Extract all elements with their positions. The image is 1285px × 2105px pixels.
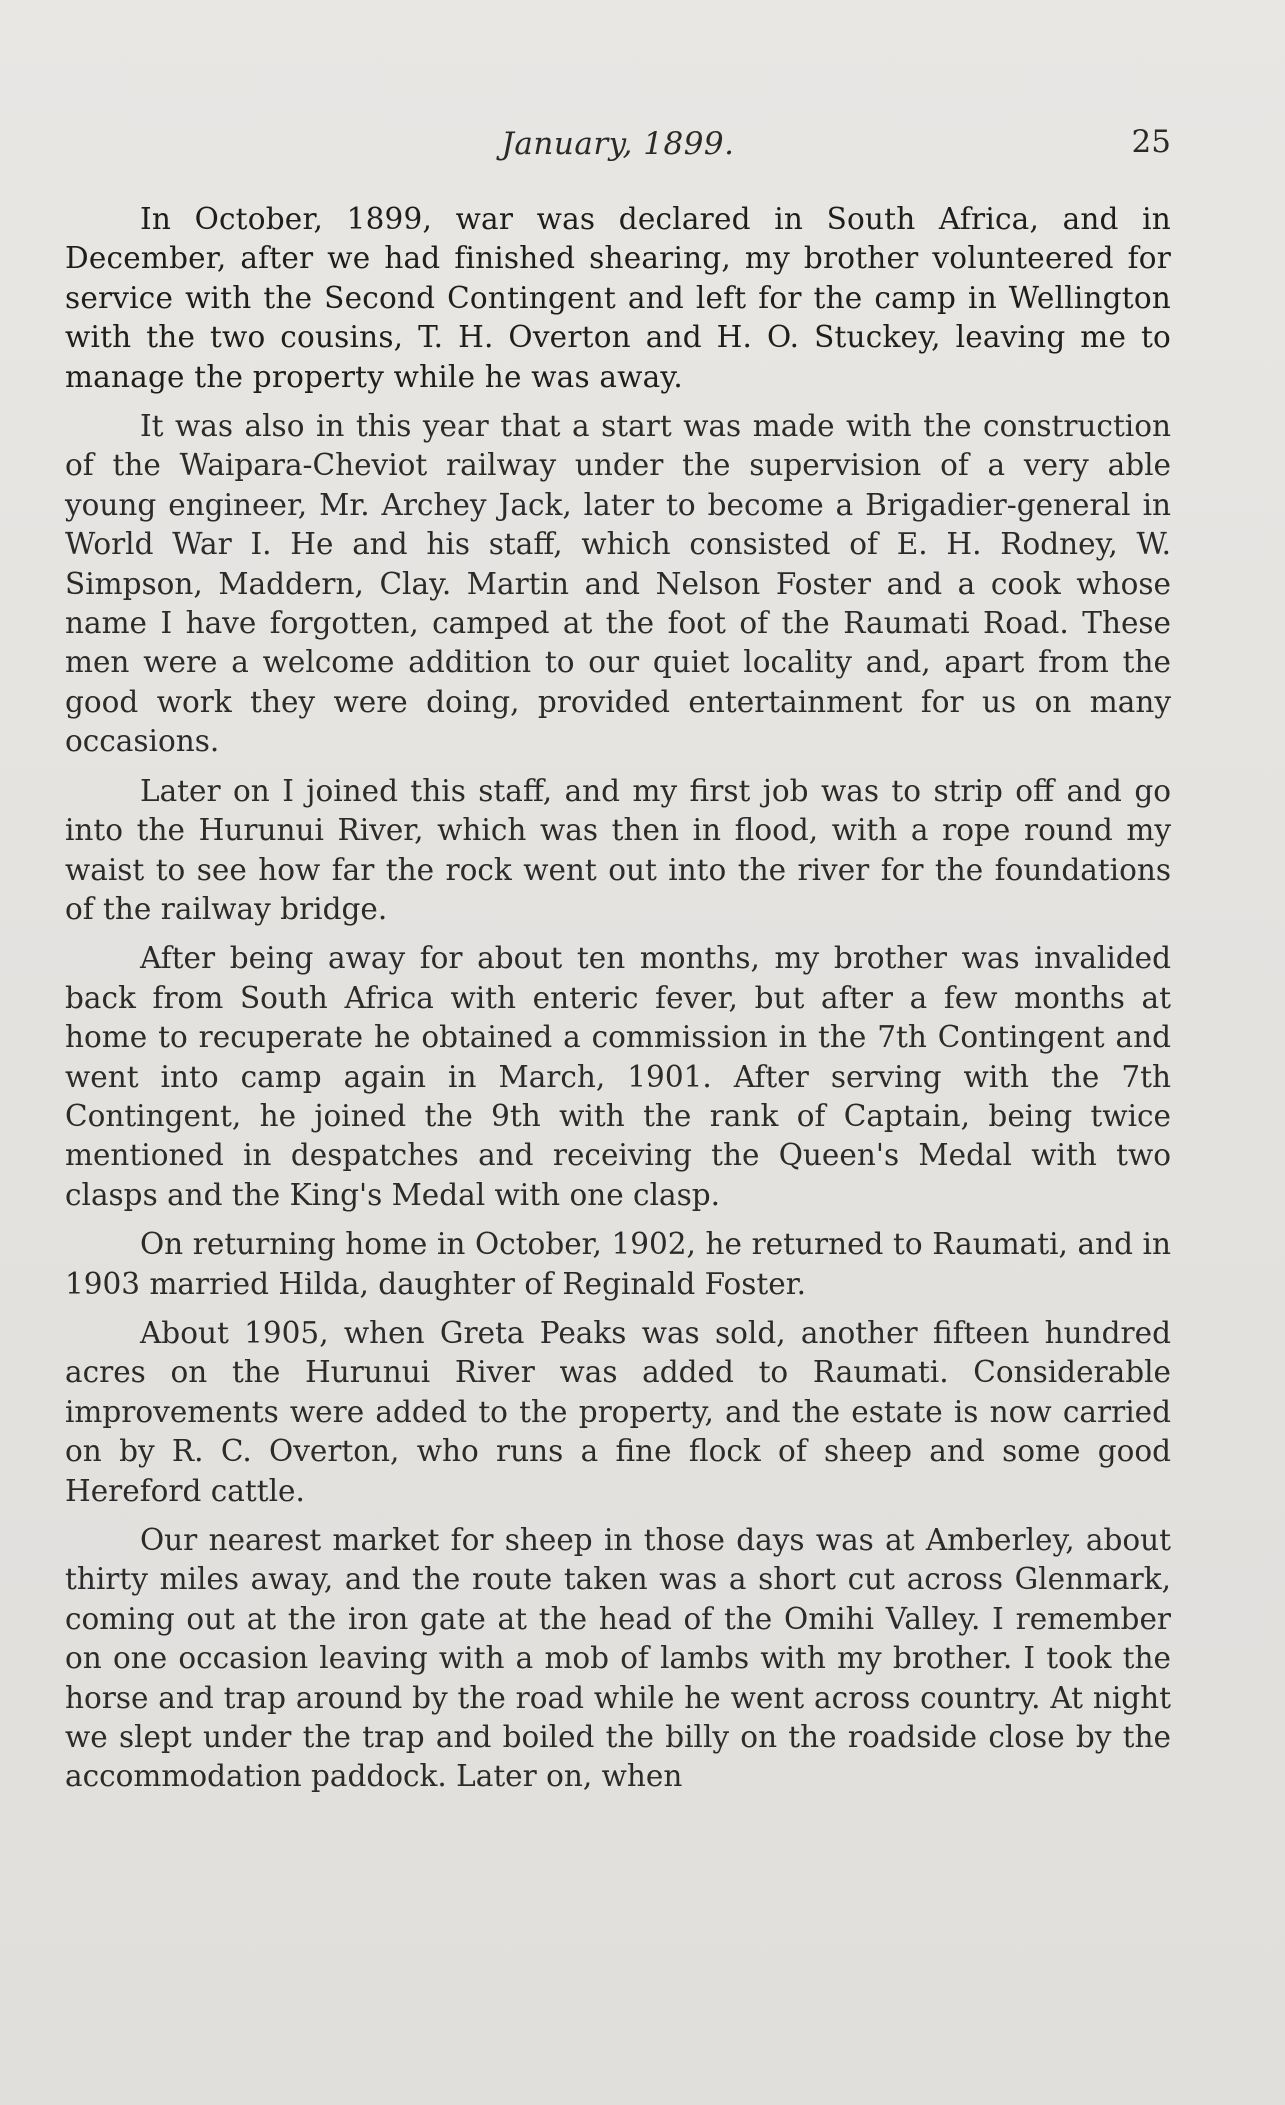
- page-body: [65, 200, 1171, 1807]
- paragraph: On returning home in October, 1902, he returned to Raumati, and in 1903 married Hilda, daughter of Reginald Foster.: [65, 1227, 1171, 1301]
- paragraph: In October, 1899, war was declared in South Africa, and in December, after we had finished shearing, my brother volunteered for service with the Second Contingent and left for the camp in Wellington with the two cousins, T. H. Overton and H. O. Stuckey, leaving me to manage the property while he was away.: [65, 202, 1171, 394]
- page-number: 25: [1131, 124, 1171, 160]
- page-header: [65, 126, 1171, 170]
- paragraph: Our nearest market for sheep in those days was at Amberley, about thirty miles away, and the route taken was a short cut across Glenmark, coming out at the iron gate at the head of the Omihi Valley. I remember on one occasion leaving with a mob of lambs with my brother. I took the horse and trap around by the road while he went across country. At night we slept under the trap and boiled the billy on the roadside close by the accommodation paddock. Later on, when: [65, 1523, 1171, 1794]
- paragraph: Later on I joined this staff, and my first job was to strip off and go into the Hurunui River, which was then in flood, with a rope round my waist to see how far the rock went out into the river for the foundations of the railway bridge.: [65, 773, 1171, 926]
- paragraph: After being away for about ten months, my brother was invalided back from South Africa with enteric fever, but after a few months at home to recuperate he obtained a commission in the 7th Contingent and went into camp again in March, 1901. After serving with the 7th Contingent, he joined the 9th with the rank of Captain, being twice mentioned in despatches and receiving the Queen's Medal with two clasps and the King's Medal with one clasp.: [65, 941, 1171, 1212]
- running-head: January, 1899.: [501, 126, 735, 162]
- paragraph: About 1905, when Greta Peaks was sold, another fifteen hundred acres on the Hurunui River was added to Raumati. Considerable improvements were added to the property, and the estate is now carried on by R. C. Overton, who runs a fine flock of sheep and some good Hereford cattle.: [65, 1315, 1171, 1508]
- paragraph: It was also in this year that a start was made with the construction of the Waipara-Cheviot railway under the supervision of a very able young engineer, Mr. Archey Jack, later to become a Brigadier-general in World War I. He and his staff, which consisted of E. H. Rodney, W. Simpson, Maddern, Clay. Martin and Nelson Foster and a cook whose name I have forgotten, camped at the foot of the Raumati Road. These men were a welcome addition to our quiet locality and, apart from the good work they were doing, provided entertainment for us on many occasions.: [65, 409, 1171, 759]
